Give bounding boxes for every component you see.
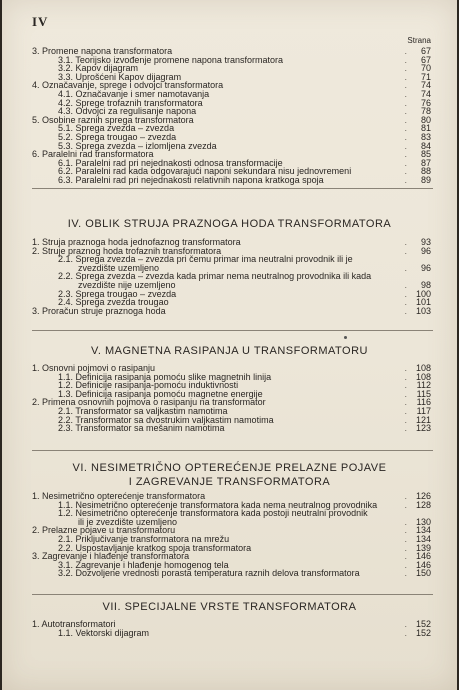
leader-dots: . <box>404 627 411 638</box>
page-header-roman-numeral: IV <box>32 14 49 29</box>
leader-dots: . <box>404 88 411 99</box>
leader-dots: . <box>404 237 411 247</box>
toc-entry-text: 2.1. Priključivanje transformatora na mrežu <box>58 533 230 544</box>
toc-block-v <box>32 364 433 433</box>
leader-dots: . <box>404 279 411 290</box>
toc-entry-text: 2.1. Transformator sa valjkastim namotima <box>58 405 228 416</box>
leader-dots: . <box>404 106 411 117</box>
leader-dots: . <box>404 380 411 391</box>
toc-page-number: 88 <box>420 166 431 177</box>
leader-dots: . <box>404 131 411 142</box>
toc-page-number: 128 <box>415 499 431 510</box>
leader-dots: . <box>404 533 411 544</box>
toc-entry-text: ili je zvezdište uzemljeno <box>78 516 178 527</box>
leader-dots: . <box>404 63 411 74</box>
toc-page-number: 116 <box>416 397 431 408</box>
toc-entry-text: 1.1. Vektorski dijagram <box>58 627 150 638</box>
ink-speck <box>344 336 347 339</box>
toc-entry <box>32 176 433 185</box>
divider <box>32 450 433 451</box>
toc-entry-text: 2.2. Sprega zvezda – zvezda kada primar nema neutralnog provodnika ili kada <box>58 271 372 282</box>
section-title-vi-line1: VI. NESIMETRIČNO OPTEREĆENJE PRELAZNE POJAVE <box>72 462 387 474</box>
toc-page-number: 80 <box>420 114 431 125</box>
toc-entry-text: 2.2. Uspostavljanje kratkog spoja transformatora <box>58 542 252 553</box>
leader-dots: . <box>404 80 411 91</box>
toc-entry-text: 3.1. Teorijsko izvođenje promene napona transformatora <box>58 54 283 65</box>
toc-entry <box>32 569 433 578</box>
section-title-iv: IV. OBLIK STRUJA PRAZNOGA HODA TRANSFORMATORA <box>67 218 392 230</box>
leader-dots: . <box>404 46 411 56</box>
toc-entry-text: 4.2. Sprege trofaznih transformatora <box>58 97 203 108</box>
toc-entry-text: 1.2. Nesimetrično opterećenje transformatora kada postoji neutralni provodnik <box>58 508 368 519</box>
toc-page-number: 76 <box>420 97 431 108</box>
leader-dots: . <box>404 174 411 185</box>
leader-dots: . <box>404 157 411 168</box>
toc-page-number: 152 <box>415 627 431 638</box>
toc-entry-text: 3.2. Dozvoljene vrednosti porasta temperatura raznih delova transformatora <box>58 568 360 579</box>
toc-entry-text: 5.3. Sprega zvezda – izlomljena zvezda <box>58 140 217 151</box>
toc-entry-text: 1. Nesimetrično opterećenje transformatora <box>32 491 206 501</box>
toc-entry-text: 5.1. Sprega zvezda – zvezda <box>58 123 175 134</box>
toc-entry-text: 4.1. Označavanje i smer namotavanja <box>58 88 210 99</box>
leader-dots: . <box>404 288 411 299</box>
section-title-vii: VII. SPECIJALNE VRSTE TRANSFORMATORA <box>102 601 357 613</box>
leader-dots: . <box>404 97 411 108</box>
toc-page-number: 108 <box>415 363 431 373</box>
divider <box>32 188 433 189</box>
leader-dots: . <box>404 397 411 408</box>
leader-dots: . <box>404 262 411 273</box>
toc-block-top <box>32 47 433 185</box>
toc-page-number: 152 <box>415 619 431 629</box>
toc-page-number: 117 <box>416 405 431 416</box>
toc-page-number: 150 <box>415 568 431 579</box>
toc-page-number: 98 <box>420 279 431 290</box>
leader-dots: . <box>404 525 411 536</box>
toc-page-number: 100 <box>415 288 431 299</box>
leader-dots: . <box>404 54 411 65</box>
toc-page-number: 93 <box>420 237 431 247</box>
leader-dots: . <box>404 542 411 553</box>
toc-block-iv <box>32 238 433 315</box>
divider <box>32 594 433 595</box>
toc-entry-text: 6.3. Paralelni rad pri nejednakosti relativnih napona kratkoga spoja <box>58 174 324 185</box>
toc-entry-text: 1.3. Definicija rasipanja pomoću magnetne energije <box>58 388 263 399</box>
toc-entry-text: zvezdište uzemljeno <box>78 262 160 273</box>
toc-entry-text: 2. Prelazne pojave u transformatoru <box>32 525 176 536</box>
toc-entry-text: zvezdište nije uzemljeno <box>78 279 176 290</box>
toc-page-number: 81 <box>420 123 431 134</box>
toc-page-number: 134 <box>415 533 431 544</box>
toc-page-number: 96 <box>420 262 431 273</box>
toc-entry-text: 2.3. Sprega trougao – zvezda <box>58 288 177 299</box>
toc-entry-text: 1.2. Definicije rasipanja-pomoću induktivnosti <box>58 380 239 391</box>
toc-entry-text: 2. Primena osnovnih pojmova o rasipanju na transformator <box>32 397 266 408</box>
toc-entry-text: 3. Proračun struje praznoga hoda <box>32 305 166 316</box>
toc-entry-text: 4. Označavanje, sprege i odvojci transformatora <box>32 80 224 91</box>
toc-page-number: 108 <box>415 371 431 382</box>
toc-page-number: 70 <box>420 63 431 74</box>
toc-block-vi <box>32 492 433 578</box>
toc-page-number: 103 <box>415 305 431 316</box>
leader-dots: . <box>404 499 411 510</box>
toc-page-number: 134 <box>415 525 431 536</box>
toc-entry-text: 6.1. Paralelni rad pri nejednakosti odnosa transformacije <box>58 157 283 168</box>
toc-page-number: 89 <box>420 174 431 185</box>
leader-dots: . <box>404 305 411 316</box>
toc-entry-text: 3. Promene napona transformatora <box>32 46 173 56</box>
toc-entry-text: 3.2. Kapov dijagram <box>58 63 139 74</box>
toc-page-number: 67 <box>420 54 431 65</box>
leader-dots: . <box>404 388 411 399</box>
toc-entry-text: 5.2. Sprega trougao – zvezda <box>58 131 177 142</box>
page-column-label: Strana <box>407 36 431 45</box>
leader-dots: . <box>404 551 411 562</box>
toc-entry-text: 2.3. Transformator sa mešanim namotima <box>58 423 225 434</box>
toc-page-number: 85 <box>420 149 431 160</box>
toc-page-number: 121 <box>415 414 431 425</box>
toc-entry <box>32 307 433 316</box>
toc-entry-text: 3. Zagrevanje i hlađenje transformatora <box>32 551 190 562</box>
toc-entry-text: 2. Struje praznog hoda trofaznih transformatora <box>32 245 222 256</box>
toc-entry-text: 1. Struja praznoga hoda jednofaznog transformatora <box>32 237 241 247</box>
toc-entry-text: 2.1. Sprega zvezda – zvezda pri čemu primar ima neutralni provodnik ili je <box>58 254 353 265</box>
toc-entry-text: 1. Osnovni pojmovi o rasipanju <box>32 363 156 373</box>
toc-page-number: 101 <box>415 297 431 308</box>
section-title-v: V. MAGNETNA RASIPANJA U TRANSFORMATORU <box>91 345 368 357</box>
toc-entry-text: 4.3. Odvojci za regulisanje napona <box>58 106 197 117</box>
toc-page-number: 112 <box>416 380 431 391</box>
leader-dots: . <box>404 140 411 151</box>
leader-dots: . <box>404 245 411 256</box>
toc-block-vii <box>32 620 433 637</box>
toc-page-number: 83 <box>420 131 431 142</box>
toc-entry-text: 3.1. Zagrevanje i hlađenje homogenog tela <box>58 559 229 570</box>
toc-entry-text: 2.2. Transformator sa dvostrukim valjkastim namotima <box>58 414 274 425</box>
leader-dots: . <box>404 123 411 134</box>
toc-entry <box>32 629 433 638</box>
toc-entry-text: 6.2. Paralelni rad kada odgovarajući naponi sekundara nisu jednovremeni <box>58 166 352 177</box>
toc-entry-text: 1.1. Definicija rasipanja pomoću slike magnetnih linija <box>58 371 272 382</box>
toc-entry-text: 2.4. Sprega zvezda trougao <box>58 297 169 308</box>
leader-dots: . <box>404 568 411 579</box>
book-page <box>2 0 457 690</box>
leader-dots: . <box>404 619 411 629</box>
leader-dots: . <box>404 559 411 570</box>
leader-dots: . <box>404 371 411 382</box>
leader-dots: . <box>404 405 411 416</box>
leader-dots: . <box>404 297 411 308</box>
toc-page-number: 71 <box>420 71 431 82</box>
toc-entry-text: 1.1. Nesimetrično opterećenje transformatora kada nema neutralnog provodnika <box>58 499 378 510</box>
leader-dots: . <box>404 363 411 373</box>
leader-dots: . <box>404 71 411 82</box>
toc-page-number: 74 <box>420 88 431 99</box>
toc-entry-text: 6. Paralelni rad transformatora <box>32 149 154 160</box>
leader-dots: . <box>404 516 411 527</box>
leader-dots: . <box>404 166 411 177</box>
toc-page-number: 96 <box>420 245 431 256</box>
toc-page-number: 115 <box>416 388 431 399</box>
toc-page-number: 146 <box>415 551 431 562</box>
divider <box>32 330 433 331</box>
toc-page-number: 146 <box>415 559 431 570</box>
leader-dots: . <box>404 414 411 425</box>
leader-dots: . <box>404 423 411 434</box>
toc-entry-text: 5. Osobine raznih sprega transformatora <box>32 114 194 125</box>
toc-page-number: 126 <box>415 491 431 501</box>
toc-page-number: 67 <box>420 46 431 56</box>
toc-page-number: 130 <box>415 516 431 527</box>
toc-page-number: 84 <box>420 140 431 151</box>
toc-page-number: 139 <box>415 542 431 553</box>
toc-page-number: 74 <box>420 80 431 91</box>
toc-page-number: 78 <box>420 106 431 117</box>
leader-dots: . <box>404 114 411 125</box>
toc-entry <box>32 424 433 433</box>
toc-page-number: 123 <box>415 423 431 434</box>
toc-entry-text: 1. Autotransformatori <box>32 619 116 629</box>
leader-dots: . <box>404 491 411 501</box>
toc-page-number: 87 <box>420 157 431 168</box>
section-title-vi-line2: I ZAGREVANJE TRANSFORMATORA <box>128 476 331 488</box>
toc-entry-text: 3.3. Uprošćeni Kapov dijagram <box>58 71 182 82</box>
leader-dots: . <box>404 149 411 160</box>
